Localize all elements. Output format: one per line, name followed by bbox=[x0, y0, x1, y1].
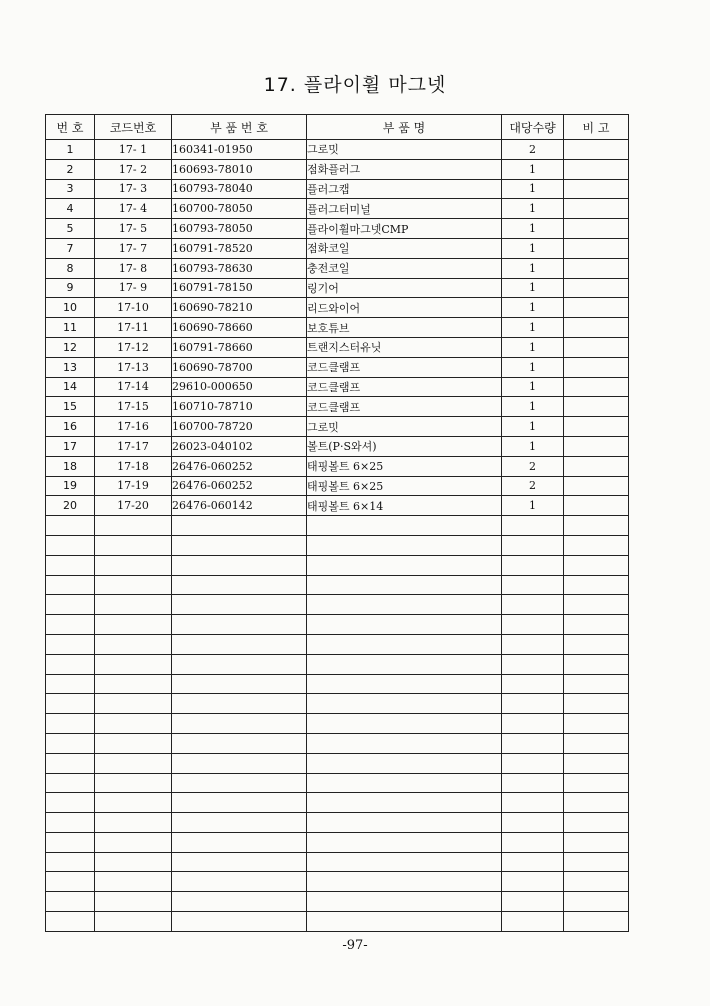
cell-code: 17-14 bbox=[95, 377, 172, 397]
cell-code bbox=[95, 872, 172, 892]
cell-qty: 1 bbox=[502, 337, 564, 357]
cell-name bbox=[307, 832, 502, 852]
cell-remarks bbox=[564, 417, 629, 437]
cell-remarks bbox=[564, 813, 629, 833]
table-row bbox=[46, 476, 629, 496]
table-row bbox=[46, 813, 629, 833]
cell-remarks bbox=[564, 436, 629, 456]
cell-no bbox=[46, 872, 95, 892]
cell-qty: 1 bbox=[502, 318, 564, 338]
cell-part-no: 160341-01950 bbox=[172, 140, 307, 160]
cell-no: 3 bbox=[46, 179, 95, 199]
cell-remarks bbox=[564, 456, 629, 476]
cell-qty bbox=[502, 912, 564, 932]
cell-code: 17- 2 bbox=[95, 159, 172, 179]
cell-code: 17- 8 bbox=[95, 258, 172, 278]
cell-code: 17-15 bbox=[95, 397, 172, 417]
cell-name: 코드클램프 bbox=[307, 357, 502, 377]
cell-code: 17-12 bbox=[95, 337, 172, 357]
table-row bbox=[46, 397, 629, 417]
cell-part-no bbox=[172, 852, 307, 872]
table-row bbox=[46, 377, 629, 397]
cell-part-no: 160690-78210 bbox=[172, 298, 307, 318]
cell-remarks bbox=[564, 278, 629, 298]
cell-remarks bbox=[564, 555, 629, 575]
cell-part-no bbox=[172, 832, 307, 852]
cell-remarks bbox=[564, 219, 629, 239]
cell-part-no bbox=[172, 674, 307, 694]
table-row bbox=[46, 753, 629, 773]
cell-no: 15 bbox=[46, 397, 95, 417]
cell-name: 점화플러그 bbox=[307, 159, 502, 179]
cell-no: 13 bbox=[46, 357, 95, 377]
cell-qty bbox=[502, 694, 564, 714]
table-row bbox=[46, 773, 629, 793]
cell-no bbox=[46, 694, 95, 714]
cell-no bbox=[46, 615, 95, 635]
cell-qty bbox=[502, 714, 564, 734]
table-row bbox=[46, 654, 629, 674]
cell-part-no: 160690-78700 bbox=[172, 357, 307, 377]
cell-part-no bbox=[172, 615, 307, 635]
table-row bbox=[46, 832, 629, 852]
table-row bbox=[46, 714, 629, 734]
cell-no bbox=[46, 912, 95, 932]
cell-no bbox=[46, 753, 95, 773]
header-code: 코드번호 bbox=[95, 115, 172, 140]
cell-part-no bbox=[172, 892, 307, 912]
cell-code: 17-20 bbox=[95, 496, 172, 516]
cell-qty: 1 bbox=[502, 159, 564, 179]
cell-part-no: 160700-78720 bbox=[172, 417, 307, 437]
cell-no: 5 bbox=[46, 219, 95, 239]
table-row bbox=[46, 634, 629, 654]
cell-remarks bbox=[564, 575, 629, 595]
table-row bbox=[46, 238, 629, 258]
cell-part-no bbox=[172, 714, 307, 734]
cell-no bbox=[46, 733, 95, 753]
table-row bbox=[46, 872, 629, 892]
cell-remarks bbox=[564, 912, 629, 932]
cell-no bbox=[46, 516, 95, 536]
cell-qty: 1 bbox=[502, 179, 564, 199]
table-row bbox=[46, 357, 629, 377]
cell-remarks bbox=[564, 159, 629, 179]
header-no: 번 호 bbox=[46, 115, 95, 140]
cell-name bbox=[307, 535, 502, 555]
cell-name: 플러그터미널 bbox=[307, 199, 502, 219]
cell-name: 보호튜브 bbox=[307, 318, 502, 338]
cell-code bbox=[95, 575, 172, 595]
table-row bbox=[46, 852, 629, 872]
table-row bbox=[46, 298, 629, 318]
cell-name bbox=[307, 694, 502, 714]
cell-qty: 1 bbox=[502, 436, 564, 456]
cell-remarks bbox=[564, 733, 629, 753]
cell-no bbox=[46, 714, 95, 734]
cell-code bbox=[95, 813, 172, 833]
cell-qty: 1 bbox=[502, 298, 564, 318]
cell-part-no: 160793-78630 bbox=[172, 258, 307, 278]
cell-remarks bbox=[564, 377, 629, 397]
cell-name bbox=[307, 793, 502, 813]
cell-code bbox=[95, 555, 172, 575]
cell-qty bbox=[502, 595, 564, 615]
cell-remarks bbox=[564, 397, 629, 417]
cell-name: 플라이휠마그넷CMP bbox=[307, 219, 502, 239]
cell-remarks bbox=[564, 140, 629, 160]
cell-remarks bbox=[564, 476, 629, 496]
table-row bbox=[46, 595, 629, 615]
cell-qty bbox=[502, 773, 564, 793]
table-row bbox=[46, 219, 629, 239]
cell-remarks bbox=[564, 674, 629, 694]
cell-code: 17- 3 bbox=[95, 179, 172, 199]
cell-no bbox=[46, 535, 95, 555]
cell-code bbox=[95, 753, 172, 773]
cell-qty: 1 bbox=[502, 258, 564, 278]
cell-part-no bbox=[172, 694, 307, 714]
cell-name bbox=[307, 773, 502, 793]
cell-name: 링기어 bbox=[307, 278, 502, 298]
cell-part-no: 26476-060142 bbox=[172, 496, 307, 516]
cell-name bbox=[307, 733, 502, 753]
table-row bbox=[46, 258, 629, 278]
cell-no: 8 bbox=[46, 258, 95, 278]
cell-code bbox=[95, 892, 172, 912]
table-row bbox=[46, 456, 629, 476]
cell-remarks bbox=[564, 318, 629, 338]
cell-code: 17-16 bbox=[95, 417, 172, 437]
cell-part-no: 160791-78150 bbox=[172, 278, 307, 298]
cell-no: 14 bbox=[46, 377, 95, 397]
cell-part-no bbox=[172, 813, 307, 833]
cell-qty bbox=[502, 575, 564, 595]
cell-part-no bbox=[172, 773, 307, 793]
cell-no bbox=[46, 813, 95, 833]
cell-name bbox=[307, 912, 502, 932]
cell-part-no: 26476-060252 bbox=[172, 456, 307, 476]
cell-no: 7 bbox=[46, 238, 95, 258]
cell-name bbox=[307, 813, 502, 833]
cell-remarks bbox=[564, 357, 629, 377]
cell-code bbox=[95, 714, 172, 734]
table-row bbox=[46, 140, 629, 160]
cell-name: 태핑볼트 6×25 bbox=[307, 456, 502, 476]
table-row bbox=[46, 436, 629, 456]
table-row bbox=[46, 278, 629, 298]
cell-name bbox=[307, 595, 502, 615]
cell-no bbox=[46, 634, 95, 654]
cell-name bbox=[307, 555, 502, 575]
cell-remarks bbox=[564, 852, 629, 872]
cell-code bbox=[95, 634, 172, 654]
cell-no bbox=[46, 773, 95, 793]
cell-name: 그로밋 bbox=[307, 140, 502, 160]
cell-qty bbox=[502, 634, 564, 654]
cell-name: 충전코일 bbox=[307, 258, 502, 278]
cell-remarks bbox=[564, 199, 629, 219]
cell-remarks bbox=[564, 694, 629, 714]
cell-name: 그로밋 bbox=[307, 417, 502, 437]
table-row bbox=[46, 575, 629, 595]
cell-code: 17- 7 bbox=[95, 238, 172, 258]
cell-no bbox=[46, 832, 95, 852]
cell-part-no bbox=[172, 535, 307, 555]
cell-name: 리드와이어 bbox=[307, 298, 502, 318]
cell-code bbox=[95, 852, 172, 872]
cell-qty bbox=[502, 516, 564, 536]
table-row bbox=[46, 179, 629, 199]
cell-code: 17- 9 bbox=[95, 278, 172, 298]
cell-no bbox=[46, 793, 95, 813]
cell-name bbox=[307, 516, 502, 536]
table-row bbox=[46, 337, 629, 357]
cell-remarks bbox=[564, 773, 629, 793]
cell-part-no bbox=[172, 912, 307, 932]
cell-remarks bbox=[564, 615, 629, 635]
cell-remarks bbox=[564, 832, 629, 852]
cell-qty bbox=[502, 852, 564, 872]
cell-code: 17-19 bbox=[95, 476, 172, 496]
cell-no bbox=[46, 654, 95, 674]
cell-qty: 1 bbox=[502, 377, 564, 397]
cell-no bbox=[46, 575, 95, 595]
table-row bbox=[46, 674, 629, 694]
cell-code: 17- 1 bbox=[95, 140, 172, 160]
cell-name bbox=[307, 634, 502, 654]
cell-no: 2 bbox=[46, 159, 95, 179]
table-row bbox=[46, 417, 629, 437]
cell-qty: 1 bbox=[502, 199, 564, 219]
cell-part-no: 160791-78660 bbox=[172, 337, 307, 357]
cell-name bbox=[307, 674, 502, 694]
cell-qty bbox=[502, 832, 564, 852]
cell-part-no bbox=[172, 753, 307, 773]
cell-remarks bbox=[564, 238, 629, 258]
cell-qty bbox=[502, 872, 564, 892]
cell-no bbox=[46, 555, 95, 575]
cell-part-no: 160700-78050 bbox=[172, 199, 307, 219]
cell-part-no bbox=[172, 634, 307, 654]
table-row bbox=[46, 892, 629, 912]
cell-qty bbox=[502, 555, 564, 575]
table-row bbox=[46, 199, 629, 219]
cell-part-no: 160693-78010 bbox=[172, 159, 307, 179]
cell-qty bbox=[502, 733, 564, 753]
cell-qty: 1 bbox=[502, 357, 564, 377]
cell-part-no bbox=[172, 733, 307, 753]
cell-remarks bbox=[564, 654, 629, 674]
table-row bbox=[46, 615, 629, 635]
header-name: 부 품 명 bbox=[307, 115, 502, 140]
cell-remarks bbox=[564, 179, 629, 199]
table-row bbox=[46, 516, 629, 536]
cell-name: 플러그캡 bbox=[307, 179, 502, 199]
cell-remarks bbox=[564, 634, 629, 654]
cell-qty: 1 bbox=[502, 417, 564, 437]
cell-code bbox=[95, 516, 172, 536]
table-row bbox=[46, 555, 629, 575]
cell-qty bbox=[502, 615, 564, 635]
cell-code: 17-17 bbox=[95, 436, 172, 456]
cell-no: 4 bbox=[46, 199, 95, 219]
cell-remarks bbox=[564, 258, 629, 278]
cell-no bbox=[46, 595, 95, 615]
cell-code: 17-11 bbox=[95, 318, 172, 338]
cell-part-no: 160690-78660 bbox=[172, 318, 307, 338]
cell-remarks bbox=[564, 496, 629, 516]
cell-no: 20 bbox=[46, 496, 95, 516]
cell-remarks bbox=[564, 793, 629, 813]
cell-part-no: 26023-040102 bbox=[172, 436, 307, 456]
cell-remarks bbox=[564, 298, 629, 318]
cell-qty bbox=[502, 753, 564, 773]
table-row bbox=[46, 694, 629, 714]
parts-table bbox=[45, 114, 629, 932]
table-header-row bbox=[46, 115, 629, 140]
cell-name bbox=[307, 892, 502, 912]
cell-no: 10 bbox=[46, 298, 95, 318]
cell-name: 태핑볼트 6×25 bbox=[307, 476, 502, 496]
cell-name bbox=[307, 575, 502, 595]
cell-qty: 2 bbox=[502, 476, 564, 496]
table-row bbox=[46, 318, 629, 338]
cell-code bbox=[95, 694, 172, 714]
cell-no: 1 bbox=[46, 140, 95, 160]
cell-name: 점화코일 bbox=[307, 238, 502, 258]
cell-remarks bbox=[564, 714, 629, 734]
cell-no: 11 bbox=[46, 318, 95, 338]
cell-part-no bbox=[172, 872, 307, 892]
cell-qty: 1 bbox=[502, 238, 564, 258]
cell-name bbox=[307, 753, 502, 773]
cell-code bbox=[95, 773, 172, 793]
cell-no bbox=[46, 852, 95, 872]
cell-no: 18 bbox=[46, 456, 95, 476]
cell-code bbox=[95, 674, 172, 694]
cell-part-no: 160793-78040 bbox=[172, 179, 307, 199]
cell-name bbox=[307, 654, 502, 674]
cell-name: 트랜지스터유닛 bbox=[307, 337, 502, 357]
cell-remarks bbox=[564, 595, 629, 615]
cell-qty bbox=[502, 813, 564, 833]
cell-no: 9 bbox=[46, 278, 95, 298]
cell-name bbox=[307, 872, 502, 892]
cell-no: 17 bbox=[46, 436, 95, 456]
page-title: 17. 플라이휠 마그넷 bbox=[263, 74, 447, 96]
table-row bbox=[46, 793, 629, 813]
table-row bbox=[46, 912, 629, 932]
header-qty: 대당수량 bbox=[502, 115, 564, 140]
cell-code bbox=[95, 832, 172, 852]
cell-code: 17- 4 bbox=[95, 199, 172, 219]
cell-qty: 1 bbox=[502, 397, 564, 417]
table-row bbox=[46, 159, 629, 179]
cell-code bbox=[95, 733, 172, 753]
cell-qty bbox=[502, 892, 564, 912]
cell-remarks bbox=[564, 516, 629, 536]
cell-remarks bbox=[564, 753, 629, 773]
page-number: -97- bbox=[342, 938, 368, 953]
cell-part-no bbox=[172, 595, 307, 615]
cell-name bbox=[307, 615, 502, 635]
cell-no: 16 bbox=[46, 417, 95, 437]
cell-name: 볼트(P·S와셔) bbox=[307, 436, 502, 456]
cell-remarks bbox=[564, 872, 629, 892]
cell-remarks bbox=[564, 892, 629, 912]
cell-name bbox=[307, 852, 502, 872]
cell-code: 17-13 bbox=[95, 357, 172, 377]
table-row bbox=[46, 535, 629, 555]
cell-qty: 1 bbox=[502, 219, 564, 239]
cell-no bbox=[46, 674, 95, 694]
cell-code bbox=[95, 912, 172, 932]
cell-code bbox=[95, 793, 172, 813]
cell-name: 코드클램프 bbox=[307, 377, 502, 397]
cell-code bbox=[95, 535, 172, 555]
cell-part-no bbox=[172, 793, 307, 813]
cell-part-no bbox=[172, 555, 307, 575]
cell-code: 17-10 bbox=[95, 298, 172, 318]
cell-code bbox=[95, 595, 172, 615]
cell-remarks bbox=[564, 535, 629, 555]
cell-part-no bbox=[172, 575, 307, 595]
cell-no: 19 bbox=[46, 476, 95, 496]
cell-part-no: 26476-060252 bbox=[172, 476, 307, 496]
cell-qty: 2 bbox=[502, 456, 564, 476]
cell-part-no: 160710-78710 bbox=[172, 397, 307, 417]
header-part-no: 부 품 번 호 bbox=[172, 115, 307, 140]
cell-no bbox=[46, 892, 95, 912]
cell-qty bbox=[502, 654, 564, 674]
cell-qty: 1 bbox=[502, 496, 564, 516]
cell-part-no: 160793-78050 bbox=[172, 219, 307, 239]
table-row bbox=[46, 733, 629, 753]
cell-code bbox=[95, 654, 172, 674]
cell-name: 태핑볼트 6×14 bbox=[307, 496, 502, 516]
cell-qty: 1 bbox=[502, 278, 564, 298]
cell-qty: 2 bbox=[502, 140, 564, 160]
cell-qty bbox=[502, 793, 564, 813]
cell-name bbox=[307, 714, 502, 734]
cell-code: 17- 5 bbox=[95, 219, 172, 239]
cell-remarks bbox=[564, 337, 629, 357]
cell-code: 17-18 bbox=[95, 456, 172, 476]
cell-part-no: 29610-000650 bbox=[172, 377, 307, 397]
table-body bbox=[46, 140, 629, 932]
cell-name: 코드클램프 bbox=[307, 397, 502, 417]
table-row bbox=[46, 496, 629, 516]
cell-part-no bbox=[172, 654, 307, 674]
cell-no: 12 bbox=[46, 337, 95, 357]
cell-part-no: 160791-78520 bbox=[172, 238, 307, 258]
cell-part-no bbox=[172, 516, 307, 536]
cell-code bbox=[95, 615, 172, 635]
cell-qty bbox=[502, 674, 564, 694]
cell-qty bbox=[502, 535, 564, 555]
header-remarks: 비 고 bbox=[564, 115, 629, 140]
